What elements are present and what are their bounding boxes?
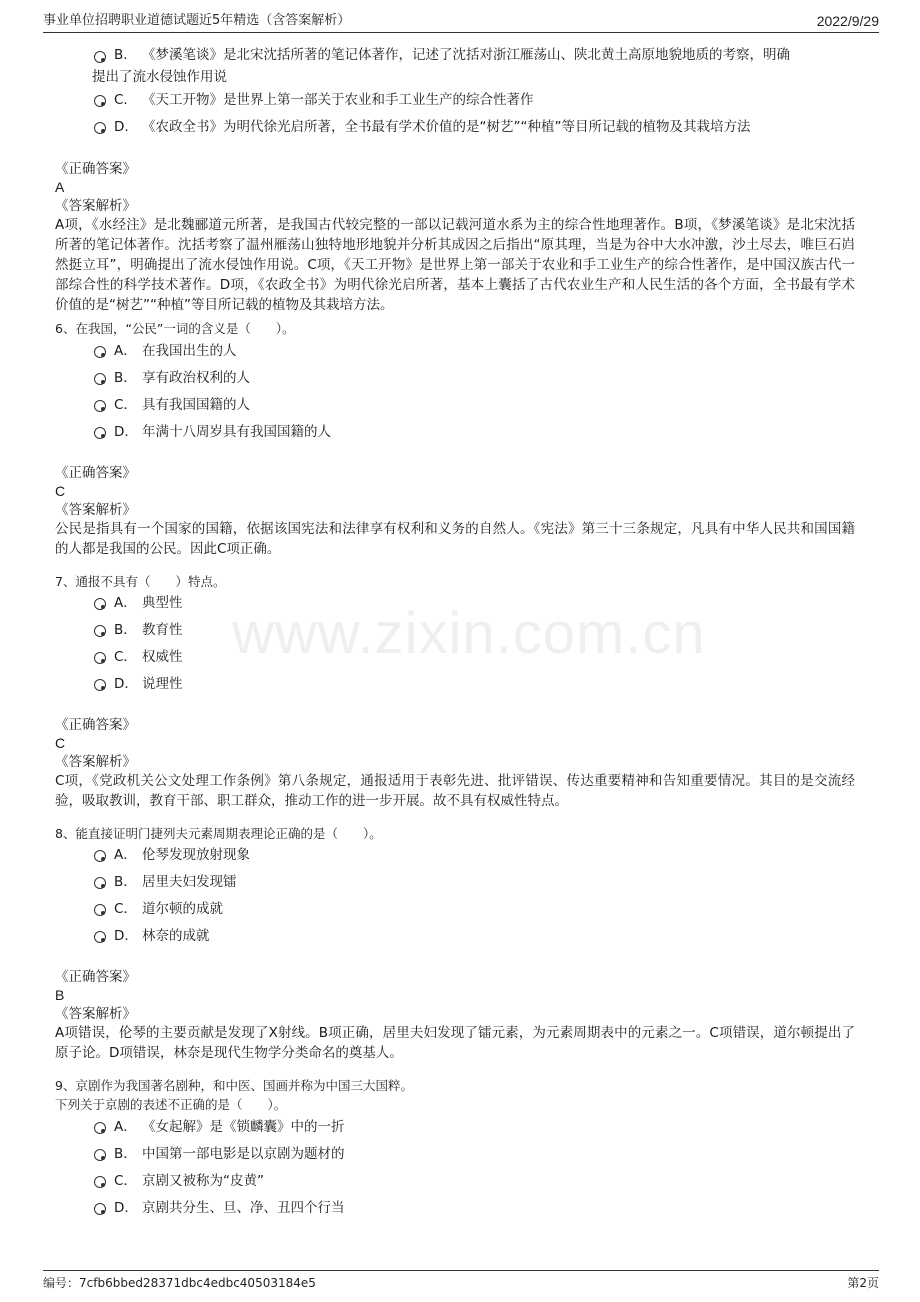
option-text: 《天工开物》是世界上第一部关于农业和手工业生产的综合性著作	[142, 92, 534, 108]
option-a[interactable]	[94, 1115, 864, 1139]
document-date: 2022/9/29	[816, 13, 879, 29]
question-7: 7、通报不具有（ ）特点。	[55, 574, 226, 589]
answer-value: C	[55, 483, 66, 499]
option-letter: B．	[114, 370, 137, 386]
answer-label: 《正确答案》	[55, 717, 136, 733]
option-text: 典型性	[142, 595, 183, 611]
document-code: 编号：7cfb6bbed28371dbc4edbc40503184e5	[43, 1276, 316, 1290]
option-letter: C．	[114, 901, 137, 917]
option-letter: B．	[114, 874, 137, 890]
option-text-continued: 提出了流水侵蚀作用说	[92, 69, 227, 85]
option-b[interactable]	[94, 1142, 864, 1166]
radio-icon[interactable]	[94, 931, 106, 943]
radio-icon[interactable]	[94, 122, 106, 134]
option-c[interactable]	[94, 645, 864, 669]
analysis-text: A项，《水经注》是北魏郦道元所著，是我国古代较完整的一部以记载河道水系为主的综合性地理著作。B项，《梦溪笔谈》是北宋沈括所著的笔记体著作。沈括考察了温州雁荡山独特地形地貌并分析其成因之后指出“原其理，当是为谷中大水冲激，沙土尽去，唯巨石岿然挺立耳”，明确提出了流水侵蚀作用说。C项，《天工开物》是世界上第一部关于农业和手工业生产的综合性著作，是中国汉族古代一部综合性的科学技术著作。D项，《农政全书》为明代徐光启所著，基本上囊括了古代农业生产和人民生活的各个方面，全书最有学术价值的是“树艺”“种植”等目所记载的植物及其栽培方法。	[55, 217, 855, 313]
option-c[interactable]	[94, 897, 864, 921]
option-c[interactable]	[94, 88, 864, 112]
option-text: 京剧共分生、旦、净、丑四个行当	[142, 1200, 345, 1216]
option-letter: D．	[114, 928, 138, 944]
analysis-text: A项错误，伦琴的主要贡献是发现了X射线。B项正确，居里夫妇发现了镭元素，为元素周期表中的元素之一。C项错误，道尔顿提出了原子论。D项错误，林奈是现代生物学分类命名的奠基人。	[55, 1025, 855, 1061]
option-text: 伦琴发现放射现象	[142, 847, 250, 863]
radio-icon[interactable]	[94, 95, 106, 107]
answer-value: C	[55, 735, 66, 751]
answer-label: 《正确答案》	[55, 161, 136, 177]
analysis-label: 《答案解析》	[55, 1006, 136, 1022]
option-text: 《女起解》是《锁麟囊》中的一折	[142, 1119, 345, 1135]
option-letter: A．	[114, 1119, 137, 1135]
page-footer	[43, 1270, 879, 1296]
question-9-stem: 下列关于京剧的表述不正确的是（ ）。	[55, 1097, 287, 1112]
option-text: 说理性	[142, 676, 183, 692]
analysis-text: 公民是指具有一个国家的国籍，依据该国宪法和法律享有权利和义务的自然人。《宪法》第三十三条规定，凡具有中华人民共和国国籍的人都是我国的公民。因此C项正确。	[55, 521, 855, 557]
option-letter: B．	[114, 1146, 137, 1162]
option-text: 《梦溪笔谈》是北宋沈括所著的笔记体著作，记述了沈括对浙江雁荡山、陕北黄土高原地貌地质的考察，明确	[142, 47, 790, 63]
analysis-label: 《答案解析》	[55, 754, 136, 770]
radio-icon[interactable]	[94, 850, 106, 862]
radio-icon[interactable]	[94, 373, 106, 385]
answer-value: A	[55, 179, 65, 195]
option-b[interactable]	[94, 618, 864, 642]
option-letter: D．	[114, 424, 138, 440]
watermark: www.zixin.com.cn	[232, 601, 706, 666]
option-letter: D.	[114, 119, 129, 135]
option-d[interactable]	[94, 115, 864, 139]
option-text: 享有政治权利的人	[142, 370, 250, 386]
option-a[interactable]	[94, 339, 864, 363]
answer-label: 《正确答案》	[55, 969, 136, 985]
option-d[interactable]	[94, 1196, 864, 1220]
option-a[interactable]	[94, 591, 864, 615]
question-6: 6、在我国，“公民”一词的含义是（ ）。	[55, 321, 295, 336]
option-b[interactable]	[94, 870, 864, 894]
option-letter: C.	[114, 92, 128, 108]
option-letter: D．	[114, 1200, 138, 1216]
option-b[interactable]	[94, 366, 864, 390]
option-d[interactable]	[94, 924, 864, 948]
option-letter: B.	[114, 47, 128, 63]
radio-icon[interactable]	[94, 625, 106, 637]
radio-icon[interactable]	[94, 904, 106, 916]
option-letter: C．	[114, 397, 137, 413]
page-header	[43, 10, 879, 33]
radio-icon[interactable]	[94, 1176, 106, 1188]
option-text: 居里夫妇发现镭	[142, 874, 237, 890]
option-letter: B．	[114, 622, 137, 638]
answer-label: 《正确答案》	[55, 465, 136, 481]
option-text: 权威性	[142, 649, 183, 665]
option-text: 林奈的成就	[142, 928, 210, 944]
radio-icon[interactable]	[94, 1122, 106, 1134]
option-letter: C．	[114, 649, 137, 665]
radio-icon[interactable]	[94, 877, 106, 889]
radio-icon[interactable]	[94, 51, 106, 63]
option-text: 京剧又被称为“皮黄”	[142, 1173, 264, 1189]
radio-icon[interactable]	[94, 427, 106, 439]
option-c[interactable]	[94, 1169, 864, 1193]
option-text: 道尔顿的成就	[142, 901, 223, 917]
option-letter: A．	[114, 343, 137, 359]
radio-icon[interactable]	[94, 652, 106, 664]
analysis-label: 《答案解析》	[55, 198, 136, 214]
option-d[interactable]	[94, 672, 864, 696]
option-c[interactable]	[94, 393, 864, 417]
analysis-text: C项，《党政机关公文处理工作条例》第八条规定，通报适用于表彰先进、批评错误、传达重要精神和告知重要情况。其目的是交流经验，吸取教训，教育干部、职工群众，推动工作的进一步开展。故不具有权威性特点。	[55, 773, 855, 809]
option-letter: A．	[114, 595, 137, 611]
option-a[interactable]	[94, 843, 864, 867]
option-b[interactable]	[94, 44, 864, 88]
option-text: 教育性	[142, 622, 183, 638]
option-text: 具有我国国籍的人	[142, 397, 250, 413]
answer-value: B	[55, 987, 65, 1003]
option-letter: C．	[114, 1173, 137, 1189]
radio-icon[interactable]	[94, 598, 106, 610]
question-8: 8、能直接证明门捷列夫元素周期表理论正确的是（ ）。	[55, 826, 382, 841]
radio-icon[interactable]	[94, 346, 106, 358]
option-d[interactable]	[94, 420, 864, 444]
option-text: 年满十八周岁具有我国国籍的人	[142, 424, 331, 440]
question-9: 9、京剧作为我国著名剧种，和中医、国画并称为中国三大国粹。	[55, 1078, 413, 1093]
radio-icon[interactable]	[94, 1203, 106, 1215]
page-number: 第2页	[847, 1276, 879, 1290]
option-text: 《农政全书》为明代徐光启所著，全书最有学术价值的是“树艺”“种植”等目所记载的植物及其栽培方法	[142, 119, 751, 135]
option-text: 在我国出生的人	[142, 343, 237, 359]
radio-icon[interactable]	[94, 1149, 106, 1161]
option-letter: D．	[114, 676, 138, 692]
option-text: 中国第一部电影是以京剧为题材的	[142, 1146, 345, 1162]
radio-icon[interactable]	[94, 679, 106, 691]
document-title: 事业单位招聘职业道德试题近5年精选（含答案解析）	[43, 13, 351, 28]
analysis-label: 《答案解析》	[55, 502, 136, 518]
radio-icon[interactable]	[94, 400, 106, 412]
option-letter: A．	[114, 847, 137, 863]
